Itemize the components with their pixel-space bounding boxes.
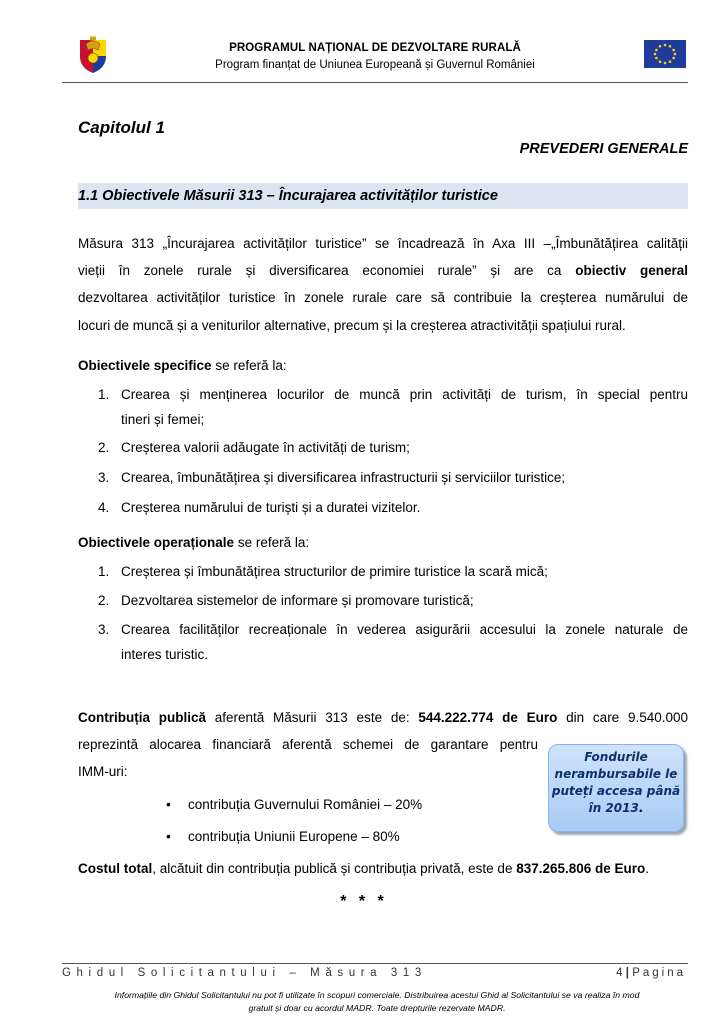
specific-objectives-bold: Obiectivele specifice (78, 358, 212, 373)
operational-objectives-bold: Obiectivele operaționale (78, 535, 235, 550)
imm-line: IMM-uri: (78, 764, 128, 779)
list-item: Crearea, îmbunătățirea și diversificarea infrastructurii și serviciilor turistice; (121, 470, 566, 485)
footer-divider (62, 963, 688, 964)
list-item-continuation: tineri și femei; (121, 412, 205, 427)
funding-deadline-callout (548, 744, 684, 832)
callout-year: în 2013 (588, 801, 639, 815)
bullet-dot-icon: • (166, 797, 171, 812)
footer-guide-title: Ghidul Solicitantului – Măsura 313 (62, 967, 427, 979)
list-item-continuation: interes turistic. (121, 647, 209, 662)
public-contribution-bold: Contribuția publică (78, 710, 206, 725)
bullet-dot-icon: • (166, 829, 171, 844)
list-item: Dezvoltarea sistemelor de informare și promovare turistică; (121, 593, 474, 608)
operational-objectives-rest: se referă la: (234, 535, 310, 550)
program-title: PROGRAMUL NAȚIONAL DE DEZVOLTARE RURALĂ (229, 42, 521, 54)
list-number: 1. (98, 564, 110, 579)
objective-general-bold: obiectiv general (575, 263, 688, 278)
list-item: Crearea facilităților recreaționale în vederea asigurării accesului la zonele naturale de (121, 622, 688, 637)
callout-period: . (638, 801, 644, 815)
chapter-heading: PREVEDERI GENERALE (519, 141, 688, 157)
list-item: Creșterea valorii adăugate în activități de turism; (121, 440, 410, 455)
section-heading-bar (78, 183, 688, 209)
disclaimer-line: Informațiile din Ghidul Solicitantului nu pot fi utilizate în scopuri comerciale. Distribuirea acestui Ghid al Solicitantului se va realiza în mod (114, 990, 640, 1000)
section-separator-stars: * * * (340, 893, 388, 910)
total-cost-line (78, 859, 688, 879)
callout-line: nerambursabile le (554, 767, 678, 781)
list-item: Crearea și menținerea locurilor de muncă prin activități de turism, în special pentru (121, 387, 688, 402)
intro-line-2-text: vieții în zonele rurale și diversificarea economiei rurale” și are ca (78, 263, 576, 278)
public-contribution-text: aferentă Măsurii 313 este de: (206, 710, 419, 725)
bullet-item: contribuția Uniunii Europene – 80% (188, 829, 400, 844)
list-item: Creșterea și îmbunătățirea structurilor de primire turistice la scară mică; (121, 564, 548, 579)
intro-line-4: locuri de muncă și a veniturilor alternative, precum și la creșterea atractivității spațiului rural. (78, 318, 626, 333)
public-contribution-text-2: din care 9.540.000 (557, 710, 688, 725)
list-number: 3. (98, 470, 110, 485)
chapter-title: Capitolul 1 (78, 118, 165, 137)
list-number: 2. (98, 593, 110, 608)
specific-objectives-rest: se referă la: (211, 358, 287, 373)
list-number: 1. (98, 387, 110, 402)
callout-line: puteți accesa până (551, 784, 681, 798)
operational-objectives-lead (78, 533, 688, 553)
footer-page-indicator (616, 967, 686, 979)
page-word: Pagina (632, 967, 686, 979)
total-cost-end: . (645, 861, 650, 876)
eu-flag-icon (644, 40, 686, 68)
footer-disclaimer (72, 989, 682, 1015)
list-number: 4. (98, 500, 110, 515)
public-contribution-amount: 544.222.774 de Euro (418, 710, 558, 725)
disclaimer-line: gratuit și doar cu acordul MADR. Toate drepturile rezervate MADR. (248, 1003, 506, 1013)
total-cost-amount: 837.265.806 de Euro (516, 861, 646, 876)
page-separator: | (622, 967, 633, 979)
page-header (62, 30, 688, 83)
section-title: 1.1 Obiectivele Măsurii 313 – Încurajarea activităților turistice (78, 188, 498, 204)
callout-line: Fondurile (584, 750, 648, 764)
list-number: 2. (98, 440, 110, 455)
bullet-item: contribuția Guvernului României – 20% (188, 797, 423, 812)
page-number: 4 (616, 967, 623, 979)
intro-line-1: Măsura 313 „Încurajarea activităților turistice” se încadrează în Axa III –„Îmbunătățirea calității (78, 236, 688, 251)
intro-line-3: dezvoltarea activităților turistice în zonele rurale care să contribuie la creșterea numărului de (78, 290, 688, 305)
program-subtitle: Program finanțat de Uniunea Europeană și Guvernul României (215, 59, 535, 71)
total-cost-text: , alcătuit din contribuția publică și contribuția privată, este de (152, 861, 517, 876)
guarantee-scheme-line: reprezintă alocarea financiară aferentă schemei de garantare pentru (78, 737, 538, 752)
intro-line-2 (78, 261, 688, 281)
total-cost-bold: Costul total (78, 861, 153, 876)
public-contribution-line (78, 708, 688, 728)
specific-objectives-lead (78, 356, 688, 376)
callout-line (549, 800, 683, 817)
list-number: 3. (98, 622, 110, 637)
list-item: Creșterea numărului de turiști și a duratei vizitelor. (121, 500, 421, 515)
